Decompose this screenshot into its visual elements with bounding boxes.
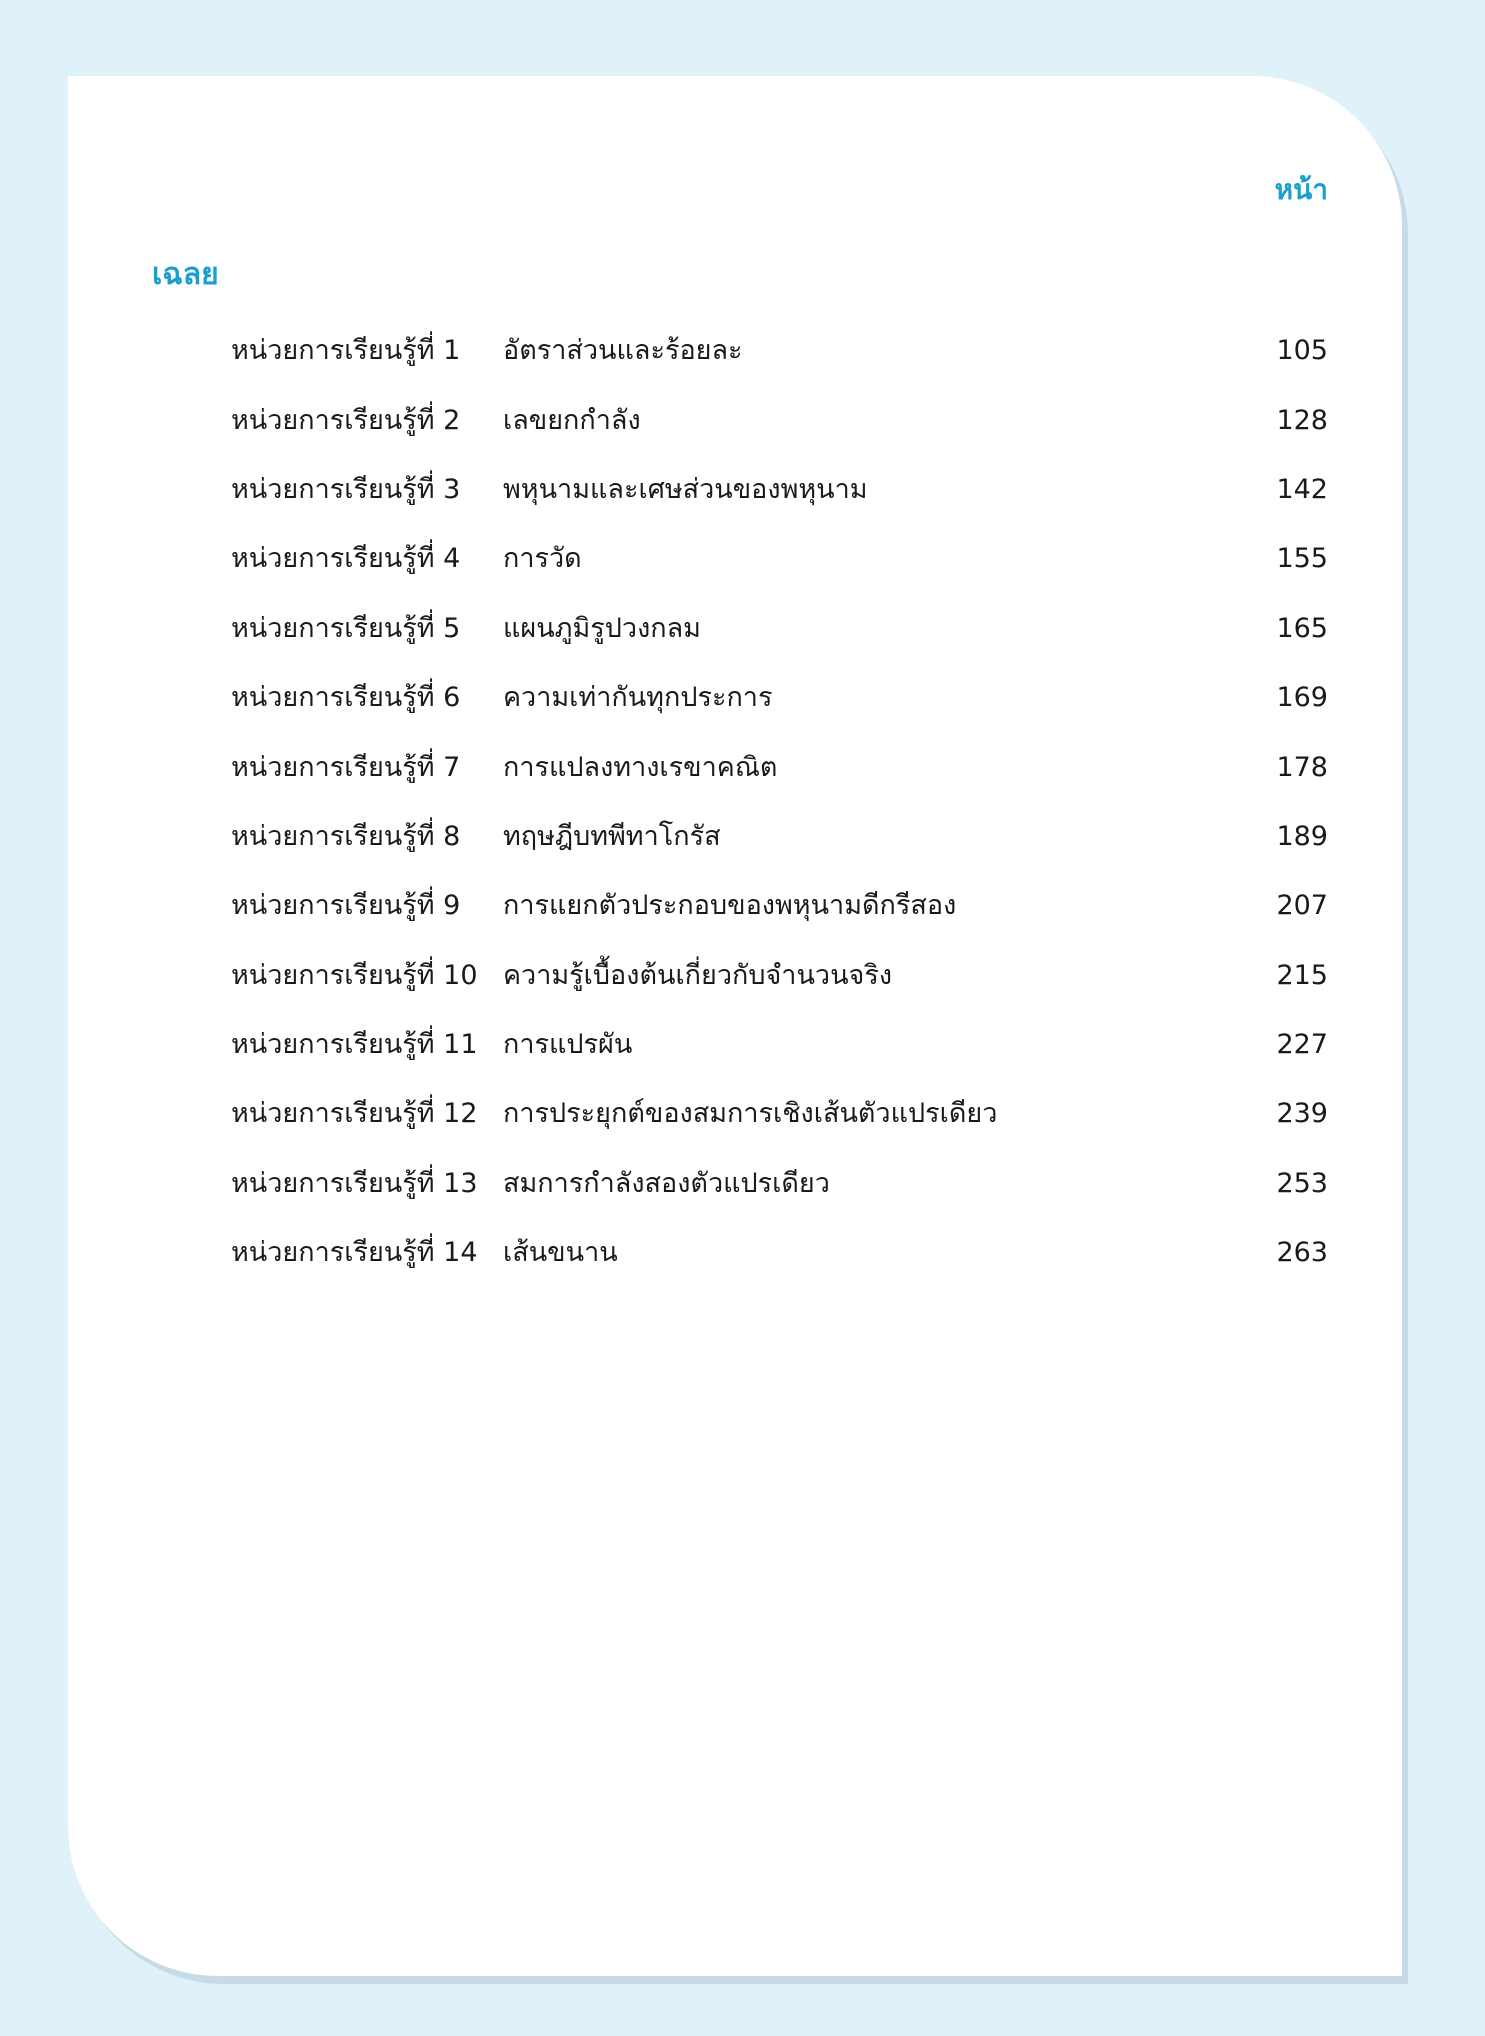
- toc-topic: ความเท่ากันทุกประการ: [503, 682, 773, 714]
- toc-unit-label: หน่วยการเรียนรู้ที่ 12: [231, 1098, 478, 1130]
- toc-topic: เลขยกกำลัง: [503, 404, 641, 436]
- toc-topic: การประยุกต์ของสมการเชิงเส้นตัวแปรเดียว: [503, 1098, 998, 1130]
- toc-page-number: 142: [1276, 473, 1328, 505]
- toc-unit-label: หน่วยการเรียนรู้ที่ 5: [231, 612, 461, 644]
- toc-topic: อัตราส่วนและร้อยละ: [503, 335, 743, 367]
- table-of-contents: [231, 316, 1328, 1287]
- toc-topic: เส้นขนาน: [503, 1237, 618, 1269]
- toc-row: [231, 594, 1328, 663]
- toc-unit-label: หน่วยการเรียนรู้ที่ 6: [231, 682, 461, 714]
- page-column-label: หน้า: [1274, 173, 1328, 206]
- toc-unit-label: หน่วยการเรียนรู้ที่ 14: [231, 1237, 478, 1269]
- toc-topic: การแยกตัวประกอบของพหุนามดีกรีสอง: [503, 890, 957, 922]
- toc-page-number: 155: [1276, 543, 1328, 575]
- section-title: เฉลย: [152, 257, 219, 292]
- toc-unit-label: หน่วยการเรียนรู้ที่ 13: [231, 1167, 478, 1199]
- toc-unit-label: หน่วยการเรียนรู้ที่ 10: [231, 959, 478, 991]
- toc-row: [231, 524, 1328, 593]
- toc-topic: การแปลงทางเรขาคณิต: [503, 751, 778, 783]
- toc-page-number: 239: [1276, 1098, 1328, 1130]
- toc-page-number: 105: [1276, 335, 1328, 367]
- toc-row: [231, 1079, 1328, 1148]
- document-page: [68, 76, 1402, 1976]
- toc-unit-label: หน่วยการเรียนรู้ที่ 7: [231, 751, 461, 783]
- toc-unit-label: หน่วยการเรียนรู้ที่ 11: [231, 1029, 478, 1061]
- toc-unit-label: หน่วยการเรียนรู้ที่ 1: [231, 335, 461, 367]
- toc-page-number: 169: [1276, 682, 1328, 714]
- toc-topic: ทฤษฎีบทพีทาโกรัส: [503, 820, 721, 852]
- toc-page-number: 207: [1276, 890, 1328, 922]
- toc-topic: พหุนามและเศษส่วนของพหุนาม: [503, 473, 868, 505]
- toc-topic: การแปรผัน: [503, 1029, 633, 1061]
- toc-unit-label: หน่วยการเรียนรู้ที่ 2: [231, 404, 461, 436]
- toc-row: [231, 663, 1328, 732]
- toc-page-number: 189: [1276, 820, 1328, 852]
- toc-page-number: 227: [1276, 1029, 1328, 1061]
- toc-page-number: 178: [1276, 751, 1328, 783]
- toc-page-number: 253: [1276, 1167, 1328, 1199]
- toc-topic: สมการกำลังสองตัวแปรเดียว: [503, 1167, 830, 1199]
- toc-topic: ความรู้เบื้องต้นเกี่ยวกับจำนวนจริง: [503, 959, 893, 991]
- toc-page-number: 215: [1276, 959, 1328, 991]
- toc-page-number: 128: [1276, 404, 1328, 436]
- toc-row: [231, 455, 1328, 524]
- toc-topic: การวัด: [503, 543, 582, 575]
- toc-unit-label: หน่วยการเรียนรู้ที่ 9: [231, 890, 461, 922]
- toc-row: [231, 385, 1328, 454]
- toc-row: [231, 1010, 1328, 1079]
- toc-row: [231, 1149, 1328, 1218]
- toc-unit-label: หน่วยการเรียนรู้ที่ 3: [231, 473, 461, 505]
- toc-page-number: 263: [1276, 1237, 1328, 1269]
- toc-unit-label: หน่วยการเรียนรู้ที่ 4: [231, 543, 461, 575]
- toc-page-number: 165: [1276, 612, 1328, 644]
- toc-row: [231, 316, 1328, 385]
- toc-row: [231, 941, 1328, 1010]
- toc-unit-label: หน่วยการเรียนรู้ที่ 8: [231, 820, 461, 852]
- toc-row: [231, 871, 1328, 940]
- toc-row: [231, 1218, 1328, 1287]
- toc-topic: แผนภูมิรูปวงกลม: [503, 612, 701, 644]
- toc-row: [231, 802, 1328, 871]
- toc-row: [231, 732, 1328, 801]
